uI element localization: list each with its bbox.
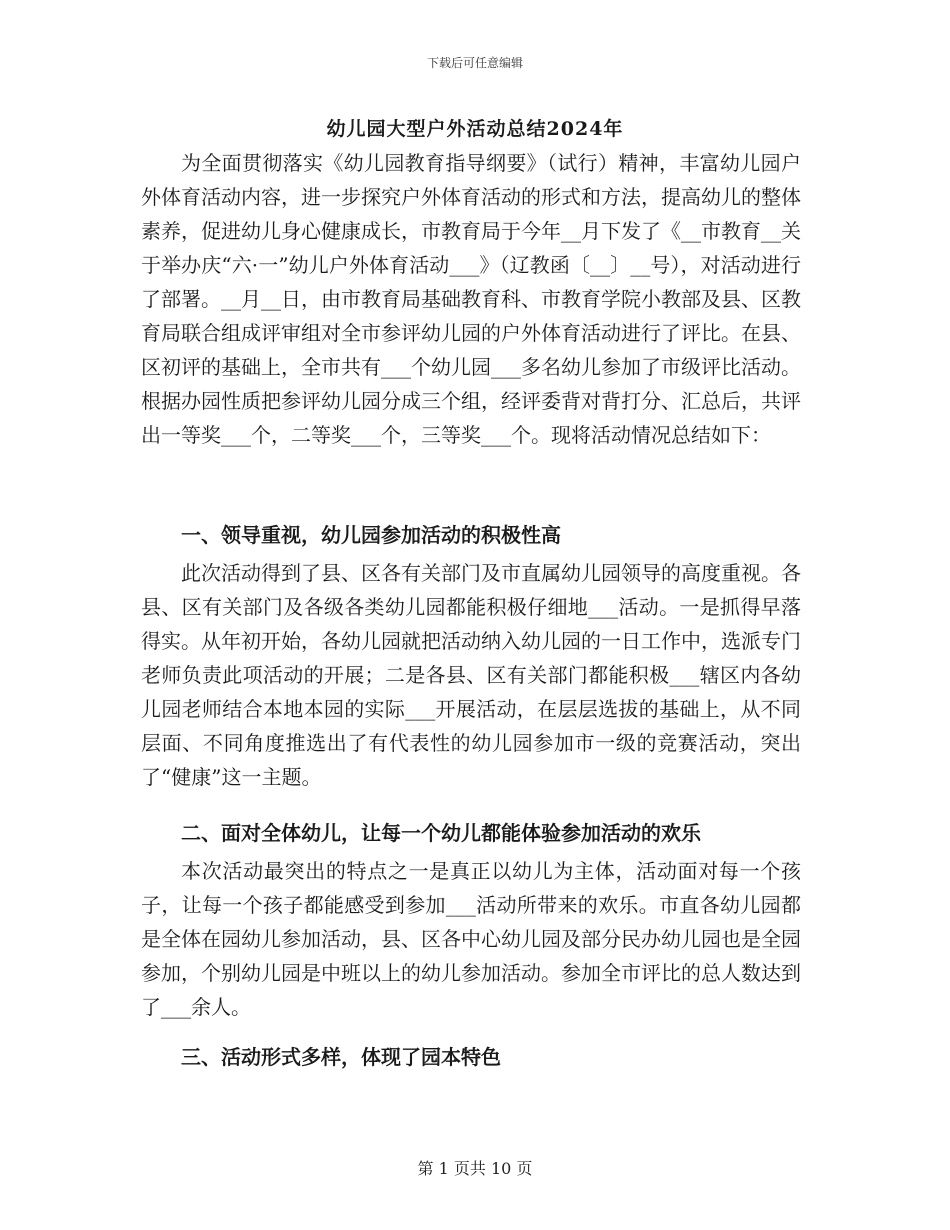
section-heading-3: 三、活动形式多样，体现了园本特色 bbox=[181, 1045, 501, 1069]
intro-paragraph: 为全面贯彻落实《幼儿园教育指导纲要》（试行）精神，丰富幼儿园户外体育活动内容，进一步探究户外体育活动的形式和方法，提高幼儿的整体素养，促进幼儿身心健康成长，市教育局于今年__月下发了《__市教育__关于举办庆“六·一”幼儿户外体育活动___》（辽教函〔__〕__号），对活动进行了部署。__月__日，由市教育局基础教育科、市教育学院小教部及县、区教育局联合组成评审组对全市参评幼儿园的户外体育活动进行了评比。在县、区初评的基础上，全市共有___个幼儿园___多名幼儿参加了市级评比活动。根据办园性质把参评幼儿园分成三个组，经评委背对背打分、汇总后，共评出一等奖___个，二等奖___个，三等奖___个。现将活动情况总结如下： bbox=[141, 151, 801, 447]
page-header: 下载后可任意编辑 bbox=[426, 56, 523, 70]
page-footer: 第 1 页共 10 页 bbox=[417, 1159, 533, 1178]
body-section-1 bbox=[141, 146, 801, 452]
section-heading-2: 二、面对全体幼儿，让每一个幼儿都能体验参加活动的欢乐 bbox=[181, 821, 701, 845]
document-title: 幼儿园大型户外活动总结2024年 bbox=[326, 118, 624, 140]
body-section-2 bbox=[141, 518, 801, 794]
section-paragraph-1: 此次活动得到了县、区各有关部门及市直属幼儿园领导的高度重视。各县、区有关部门及各级各类幼儿园都能积极仔细地___活动。一是抓得早落得实。从年初开始，各幼儿园就把活动纳入幼儿园的一日工作中，选派专门老师负责此项活动的开展；二是各县、区有关部门都能积极___辖区内各幼儿园老师结合本地本园的实际___开展活动，在层层选拔的基础上，从不同层面、不同角度推选出了有代表性的幼儿园参加市一级的竞赛活动，突出了“健康”这一主题。 bbox=[141, 561, 801, 789]
section-paragraph-2: 本次活动最突出的特点之一是真正以幼儿为主体，活动面对每一个孩子，让每一个孩子都能感受到参加___活动所带来的欢乐。市直各幼儿园都是全体在园幼儿参加活动，县、区各中心幼儿园及部分民办幼儿园也是全园参加，个别幼儿园是中班以上的幼儿参加活动。参加全市评比的总人数达到了___余人。 bbox=[141, 859, 801, 1019]
body-section-4 bbox=[141, 1040, 801, 1074]
body-section-3 bbox=[141, 816, 801, 1024]
section-heading-1: 一、领导重视，幼儿园参加活动的积极性高 bbox=[181, 523, 561, 547]
